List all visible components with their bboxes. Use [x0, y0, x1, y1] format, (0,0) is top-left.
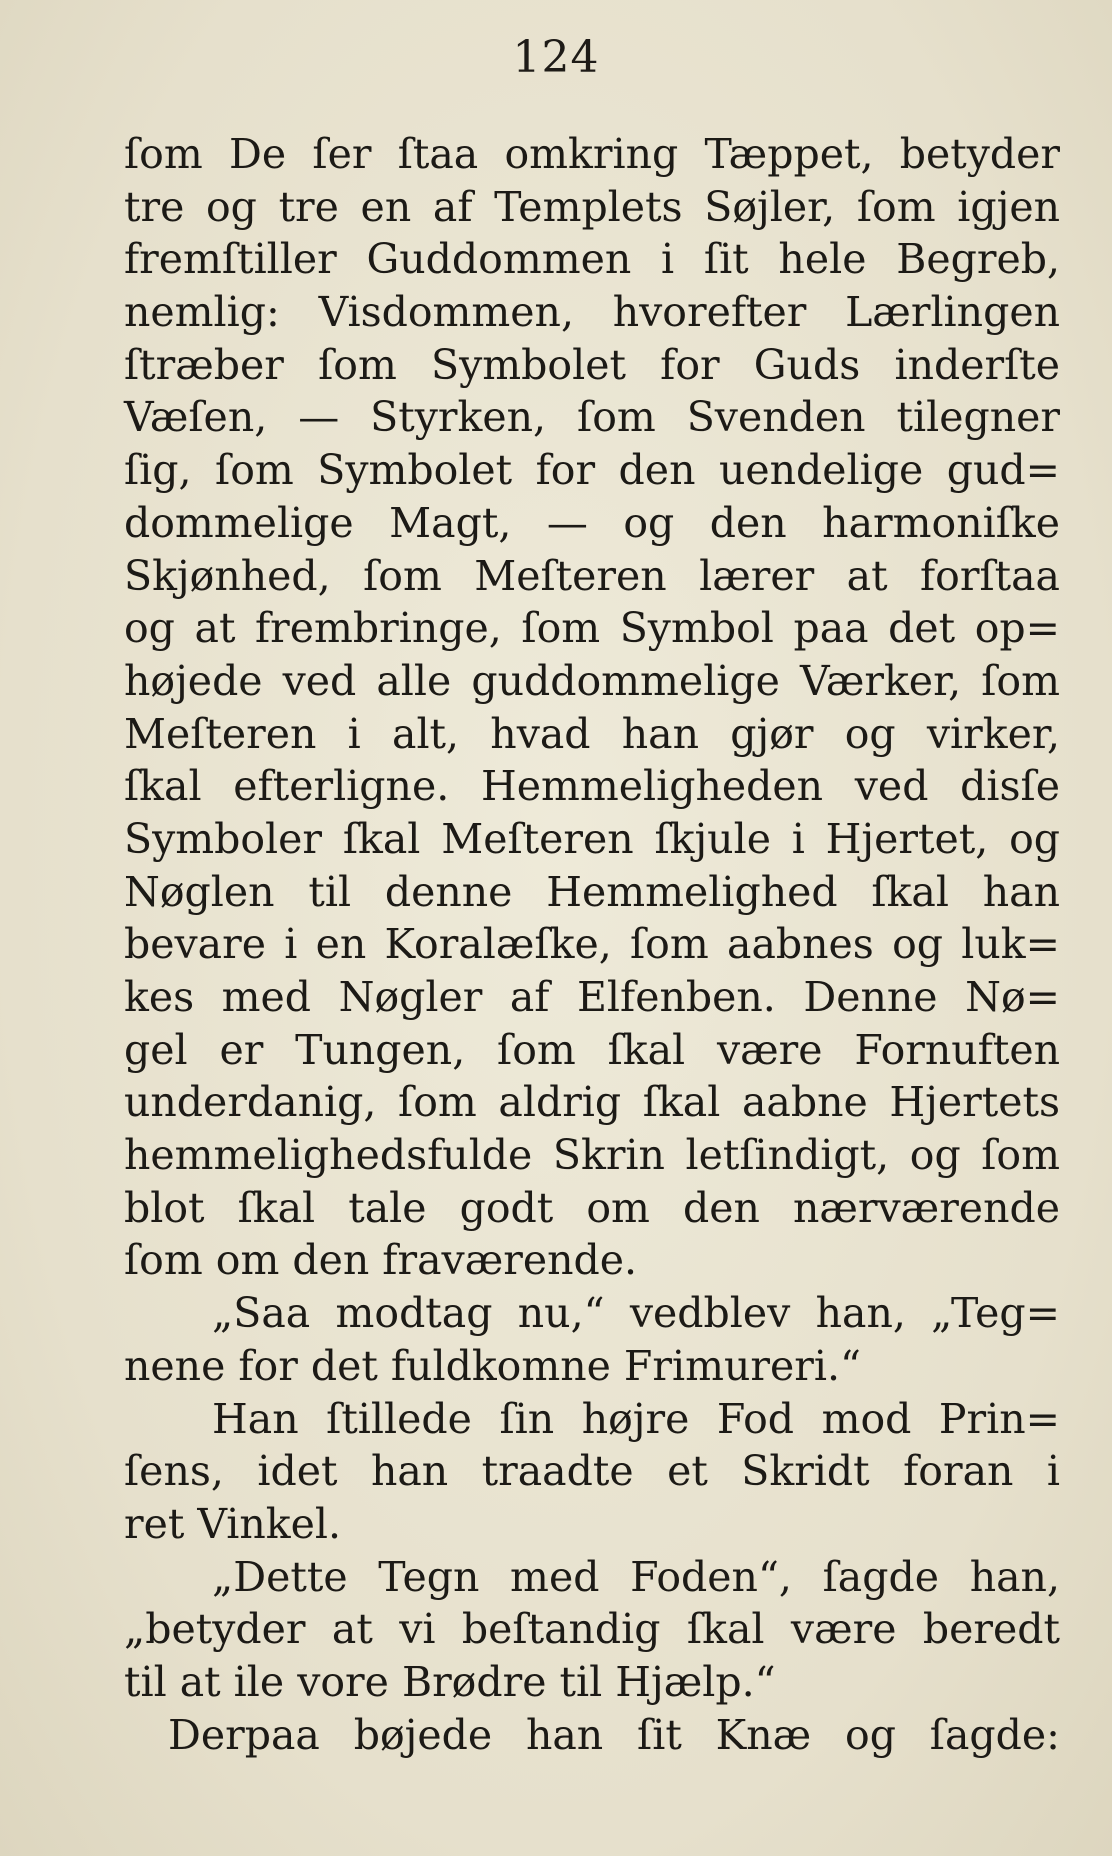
text-line: Derpaa bøjede han ſit Knæ og ſagde:	[168, 1710, 1060, 1759]
text-line: og at frembringe, ſom Symbol paa det op=	[124, 604, 1060, 653]
text-line: Symboler ſkal Meſteren ſkjule i Hjertet, og	[124, 814, 1060, 863]
text-line: „Dette Tegn med Foden“, ſagde han,	[212, 1552, 1060, 1601]
text-line: Nøglen til denne Hemmelighed ſkal han	[124, 867, 1060, 916]
text-line: ſig, ſom Symbolet for den uendelige gud=	[124, 446, 1060, 495]
text-line: ſom De ſer ſtaa omkring Tæppet, betyder	[124, 130, 1060, 178]
text-line: Han ſtillede ſin højre Fod mod Prin=	[212, 1394, 1060, 1443]
text-line: tre og tre en af Templets Søjler, ſom igjen	[124, 182, 1060, 231]
text-line: underdanig, ſom aldrig ſkal aabne Hjertets	[124, 1078, 1060, 1127]
text-line: dommelige Magt, — og den harmoniſke	[124, 498, 1060, 547]
text-line: fremſtiller Guddommen i ſit hele Begreb,	[124, 235, 1060, 284]
text-line: Væſen, — Styrken, ſom Svenden tilegner	[124, 393, 1060, 442]
text-line: gel er Tungen, ſom ſkal være Fornuften	[124, 1025, 1060, 1074]
paragraph-end-line: ret Vinkel.	[124, 1499, 342, 1548]
text-line: hemmelighedsfulde Skrin letſindigt, og ſom	[124, 1131, 1060, 1180]
text-line: Meſteren i alt, hvad han gjør og virker,	[124, 709, 1060, 758]
text-line: bevare i en Koralæſke, ſom aabnes og luk=	[124, 920, 1060, 969]
text-line: „Saa modtag nu,“ vedblev han, „Teg=	[212, 1289, 1060, 1338]
text-line: nemlig: Visdommen, hvorefter Lærlingen	[124, 288, 1060, 337]
page-number: 124	[512, 32, 600, 83]
text-line: ſens, idet han traadte et Skridt foran i	[124, 1447, 1060, 1496]
text-line: kes med Nøgler af Elfenben. Denne Nø=	[124, 973, 1060, 1021]
text-line: „betyder at vi beſtandig ſkal være beredt	[124, 1605, 1060, 1654]
text-line: ſkal efterligne. Hemmeligheden ved disſe	[124, 762, 1060, 811]
text-line: Skjønhed, ſom Meſteren lærer at forſtaa	[124, 551, 1060, 600]
text-line: højede ved alle guddommelige Værker, ſom	[124, 656, 1060, 705]
text-line: blot ſkal tale godt om den nærværende	[124, 1183, 1060, 1232]
body-text	[124, 128, 1060, 1761]
paragraph-end-line: ſom om den fraværende.	[124, 1236, 638, 1285]
paragraph-end-line: til at ile vore Brødre til Hjælp.“	[124, 1657, 776, 1706]
paragraph-end-line: nene for det fuldkomne Frimureri.“	[124, 1341, 861, 1390]
text-line: ſtræber ſom Symbolet for Guds inderſte	[124, 340, 1060, 389]
